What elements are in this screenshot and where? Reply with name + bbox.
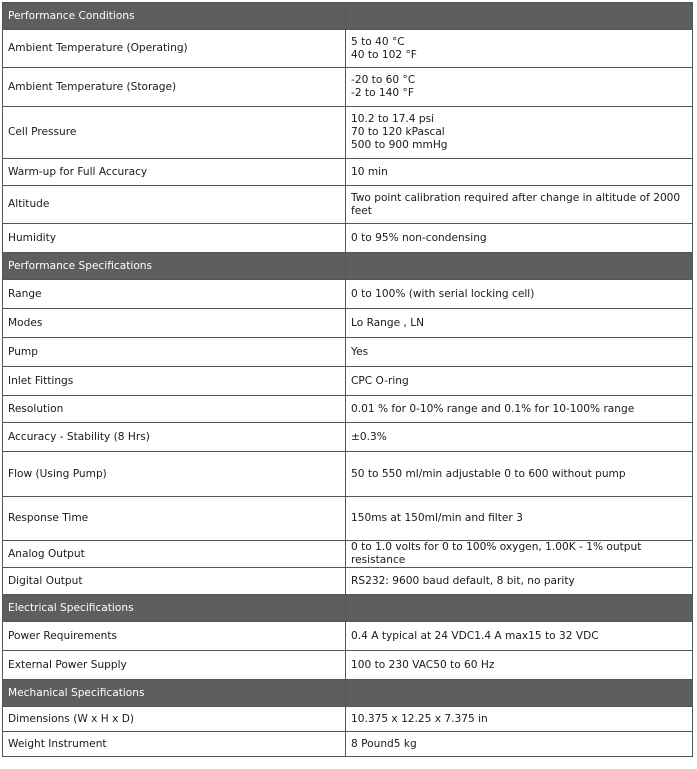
section-header: Mechanical Specifications (3, 680, 346, 707)
spec-label: Inlet Fittings (3, 367, 346, 396)
table-row (3, 309, 693, 338)
spec-value (346, 186, 693, 224)
table-row (3, 707, 693, 732)
specifications-table (2, 2, 693, 757)
spec-value-line: ±0.3% (351, 430, 387, 443)
table-row (3, 224, 693, 253)
spec-label: Weight Instrument (3, 732, 346, 757)
spec-label: Accuracy - Stability (8 Hrs) (3, 423, 346, 452)
spec-label: Response Time (3, 497, 346, 541)
table-row (3, 338, 693, 367)
table-row (3, 367, 693, 396)
table-row (3, 68, 693, 107)
spec-value (346, 280, 693, 309)
spec-label: Range (3, 280, 346, 309)
spec-value-line: 10.375 x 12.25 x 7.375 in (351, 712, 488, 725)
spec-value-line: CPC O-ring (351, 374, 409, 387)
specifications-table-body (3, 3, 693, 757)
spec-label: Analog Output (3, 541, 346, 568)
spec-value-line: Lo Range , LN (351, 316, 425, 329)
spec-label: Cell Pressure (3, 107, 346, 159)
spec-label: External Power Supply (3, 651, 346, 680)
table-row (3, 186, 693, 224)
spec-value-line: 0.4 A typical at 24 VDC1.4 A max15 to 32 VDC (351, 629, 599, 642)
spec-value (346, 732, 693, 757)
section-header-spacer (346, 3, 693, 30)
spec-label: Ambient Temperature (Storage) (3, 68, 346, 107)
spec-value (346, 541, 693, 568)
table-row (3, 396, 693, 423)
spec-value-line: Yes (351, 345, 369, 358)
spec-value (346, 107, 693, 159)
section-header-spacer (346, 253, 693, 280)
section-header-row (3, 3, 693, 30)
spec-value-line: 150ms at 150ml/min and filter 3 (351, 512, 523, 524)
spec-table-container (2, 2, 692, 757)
table-row (3, 30, 693, 68)
spec-value-line: 50 to 550 ml/min adjustable 0 to 600 without pump (351, 467, 626, 480)
table-row (3, 732, 693, 757)
section-header: Performance Conditions (3, 3, 346, 30)
section-header-spacer (346, 680, 693, 707)
spec-label: Resolution (3, 396, 346, 423)
table-row (3, 622, 693, 651)
spec-value (346, 423, 693, 452)
table-row (3, 497, 693, 541)
spec-value-line: 40 to 102 °F (351, 48, 417, 61)
spec-label: Humidity (3, 224, 346, 253)
spec-value (346, 622, 693, 651)
section-header-spacer (346, 595, 693, 622)
spec-value-line: 10 min (351, 165, 388, 178)
spec-value-line: 5 to 40 °C (351, 35, 405, 48)
spec-label: Digital Output (3, 568, 346, 595)
spec-value (346, 568, 693, 595)
spec-value-line: -2 to 140 °F (351, 87, 414, 99)
section-header: Performance Specifications (3, 253, 346, 280)
table-row (3, 159, 693, 186)
spec-value-line: 500 to 900 mmHg (351, 139, 448, 151)
section-header-row (3, 595, 693, 622)
section-header: Electrical Specifications (3, 595, 346, 622)
spec-value (346, 497, 693, 541)
spec-value-line: 0 to 95% non-condensing (351, 231, 487, 244)
spec-value-line: 0 to 100% (with serial locking cell) (351, 287, 535, 300)
spec-value (346, 68, 693, 107)
table-row (3, 541, 693, 568)
spec-value-line: 70 to 120 kPascal (351, 126, 445, 138)
table-row (3, 568, 693, 595)
spec-value-line: 8 Pound5 kg (351, 737, 417, 750)
spec-label: Flow (Using Pump) (3, 452, 346, 497)
spec-label: Altitude (3, 186, 346, 224)
spec-value-line: 0 to 1.0 volts for 0 to 100% oxygen, 1.00K - 1% output resistance (351, 541, 642, 566)
spec-label: Pump (3, 338, 346, 367)
spec-value (346, 707, 693, 732)
spec-value (346, 30, 693, 68)
spec-value-line: -20 to 60 °C (351, 74, 416, 86)
table-row (3, 107, 693, 159)
spec-value-line: Two point calibration required after change in altitude of 2000 feet (351, 191, 681, 217)
section-header-row (3, 253, 693, 280)
spec-value (346, 159, 693, 186)
spec-label: Ambient Temperature (Operating) (3, 30, 346, 68)
spec-value-line: 100 to 230 VAC50 to 60 Hz (351, 658, 495, 671)
table-row (3, 452, 693, 497)
section-header-row (3, 680, 693, 707)
spec-label: Warm-up for Full Accuracy (3, 159, 346, 186)
spec-value (346, 338, 693, 367)
spec-value (346, 224, 693, 253)
spec-value (346, 651, 693, 680)
table-row (3, 651, 693, 680)
spec-value (346, 367, 693, 396)
spec-value (346, 396, 693, 423)
spec-value-line: 10.2 to 17.4 psi (351, 113, 435, 125)
spec-label: Modes (3, 309, 346, 338)
spec-value (346, 309, 693, 338)
spec-label: Dimensions (W x H x D) (3, 707, 346, 732)
spec-value-line: RS232: 9600 baud default, 8 bit, no parity (351, 574, 575, 587)
table-row (3, 423, 693, 452)
spec-value (346, 452, 693, 497)
spec-value-line: 0.01 % for 0-10% range and 0.1% for 10-100% range (351, 402, 635, 415)
table-row (3, 280, 693, 309)
spec-label: Power Requirements (3, 622, 346, 651)
